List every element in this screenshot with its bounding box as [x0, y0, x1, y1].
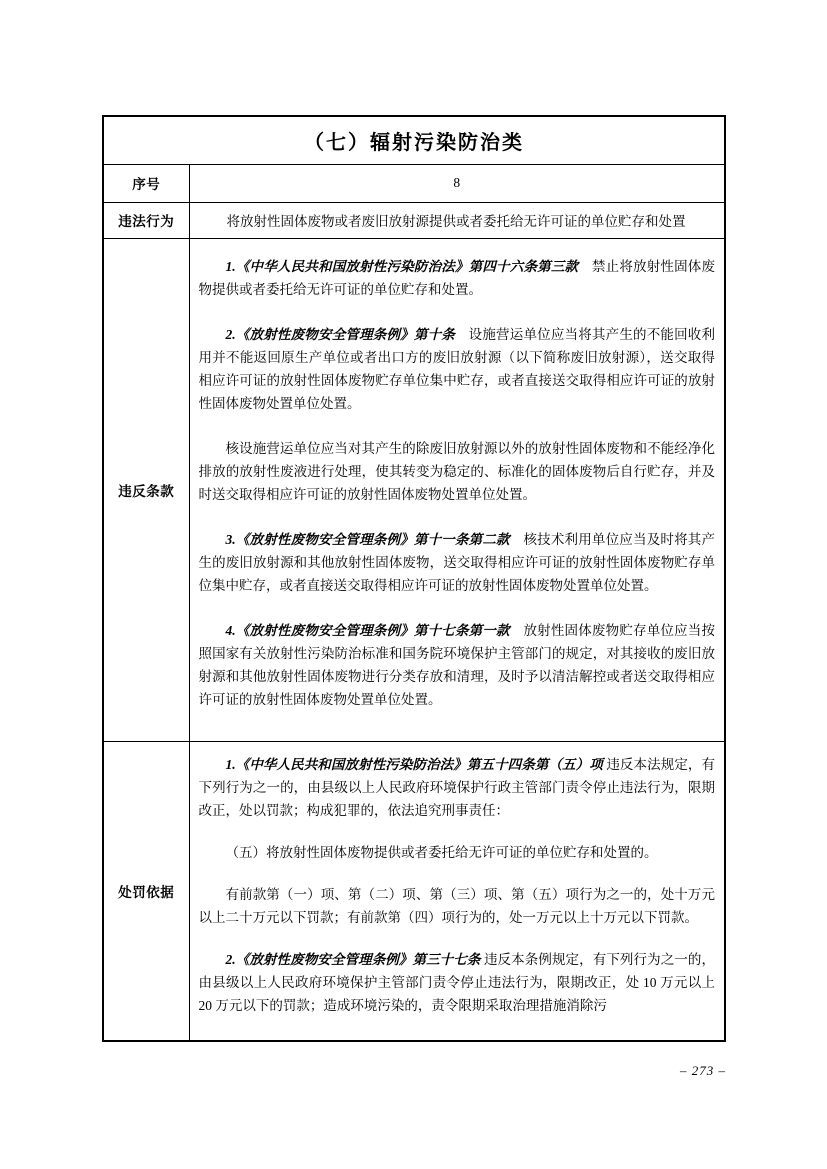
clause-text: 放射性固体废物贮存单位应当按照国家有关放射性污染防治标准和国务院环境保护主管部门的规定，对其接收的废旧放射源和其他放射性固体废物进行分类存放和清理，及时予以清洁解控或者送交取得相应许可证的放射性固体废物处置单位处置。: [198, 622, 715, 707]
page-number: – 273 –: [680, 1063, 726, 1078]
law-reference: 3.《放射性废物安全管理条例》第十一条第二款: [225, 531, 510, 547]
clause-paragraph: [199, 255, 716, 301]
law-reference: 2.《放射性废物安全管理条例》第三十七条: [225, 952, 481, 968]
serial-row: [103, 164, 725, 202]
penalty-basis-cell: [189, 741, 725, 1041]
clause-paragraph: [199, 437, 716, 506]
clause-text: 核技术利用单位应当及时将其产生的废旧放射源和其他放射性固体废物，送交取得相应许可证的放射性固体废物贮存单位集中贮存，或者直接送交取得相应许可证的放射性固体废物处置单位处置。: [198, 531, 715, 593]
penalty-text: 违反本条例规定，有下列行为之一的，由县级以上人民政府环境保护主管部门责令停止违法行为，限期改正，处 10 万元以上 20 万元以下的罚款；造成环境污染的，责令限期采取治理措施消除污: [198, 952, 716, 1014]
penalty-text: （五）将放射性固体废物提供或者委托给无许可证的单位贮存和处置的。: [225, 845, 658, 861]
penalty-basis-label: 处罚依据: [103, 741, 189, 1041]
violated-clauses-row: [103, 238, 725, 741]
serial-value: 8: [189, 164, 725, 202]
clause-paragraph: [199, 528, 716, 597]
penalty-basis-row: [103, 741, 725, 1041]
illegal-act-row: [103, 202, 725, 238]
penalty-text: 有前款第（一）项、第（二）项、第（三）项、第（五）项行为之一的，处十万元以上二十万元以下罚款；有前款第（四）项行为的，处一万元以上十万元以下罚款。: [198, 887, 715, 926]
clause-text: 设施营运单位应当将其产生的不能回收利用并不能返回原生产单位或者出口方的废旧放射源（以下简称废旧放射源），送交取得相应许可证的放射性固体废物贮存单位集中贮存，或者直接送交取得相应许可证的放射性固体废物处置单位处置。: [198, 326, 716, 411]
penalty-paragraph: [199, 883, 716, 929]
table-title: （七）辐射污染防治类: [103, 116, 725, 164]
law-reference: 1.《中华人民共和国放射性污染防治法》第五十四条第（五）项: [225, 757, 603, 773]
title-row: [103, 116, 725, 164]
clause-text: 核设施营运单位应当对其产生的除废旧放射源以外的放射性固体废物和不能经净化排放的放射性废液进行处理，使其转变为稳定的、标准化的固体废物后自行贮存，并及时送交取得相应许可证的放射性固体废物处置单位处置。: [198, 440, 715, 502]
illegal-act-label: 违法行为: [103, 202, 189, 238]
law-reference: 1.《中华人民共和国放射性污染防治法》第四十六条第三款: [225, 258, 579, 274]
law-reference: 4.《放射性废物安全管理条例》第十七条第一款: [225, 622, 510, 638]
illegal-act-text: 将放射性固体废物或者废旧放射源提供或者委托给无许可证的单位贮存和处置: [226, 214, 686, 229]
clause-text: 禁止将放射性固体废物提供或者委托给无许可证的单位贮存和处置。: [198, 258, 716, 297]
violated-clauses-label: 违反条款: [103, 238, 189, 741]
penalty-paragraph: [199, 948, 716, 1017]
penalty-text: 违反本法规定，有下列行为之一的，由县级以上人民政府环境保护行政主管部门责令停止违法行为，限期改正，处以罚款；构成犯罪的，依法追究刑事责任：: [198, 757, 716, 819]
violated-clauses-cell: [189, 238, 725, 741]
penalty-paragraph: [199, 841, 716, 864]
clause-paragraph: [199, 619, 716, 711]
law-reference: 2.《放射性废物安全管理条例》第十条: [225, 326, 455, 342]
serial-label: 序号: [103, 164, 189, 202]
regulation-table: [102, 115, 726, 1042]
clause-paragraph: [199, 323, 716, 415]
penalty-paragraph: [199, 753, 716, 822]
illegal-act-cell: [189, 202, 725, 238]
